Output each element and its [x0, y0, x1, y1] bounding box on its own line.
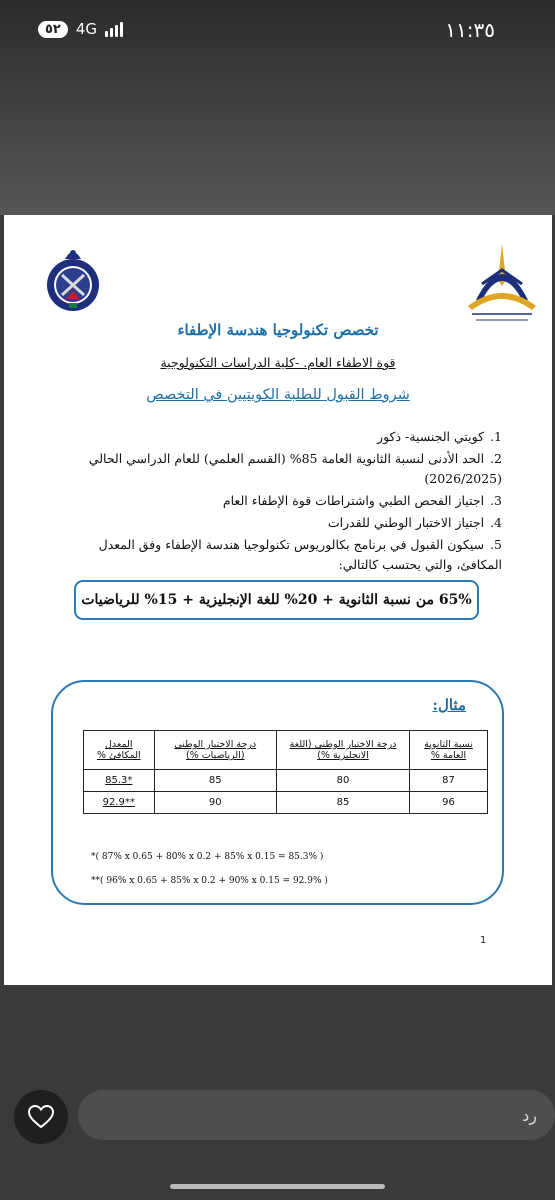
table-cell: 90 [154, 792, 276, 814]
table-cell: *85.3 [84, 770, 155, 792]
list-item: 1.كويتي الجنسية- ذكور [377, 429, 502, 444]
status-bar [0, 0, 555, 64]
document-page [4, 215, 552, 985]
status-indicators [38, 20, 123, 38]
table-cell: 85 [276, 792, 409, 814]
example-label: مثال: [432, 696, 466, 714]
table-cell: **92.9 [84, 792, 155, 814]
home-indicator[interactable] [170, 1184, 385, 1189]
list-item: 3.اجتياز الفحص الطبي واشتراطات قوة الإطفاء العام [222, 493, 502, 508]
page-number: 1 [480, 935, 487, 946]
reply-input[interactable] [78, 1090, 555, 1140]
reply-bar [0, 1070, 555, 1170]
calculation-note: **( 96% x 0.65 + 85% x 0.2 + 90% x 0.15 = 92.9% ) [91, 876, 328, 886]
table-cell: 85 [154, 770, 276, 792]
table-cell: 87 [410, 770, 488, 792]
table-row [84, 792, 488, 814]
status-time: ١١:٣٥ [445, 18, 495, 42]
network-type: 4G [75, 20, 98, 38]
table-cell: 80 [276, 770, 409, 792]
table-header-row [84, 731, 488, 770]
column-header: درجة الاختبار الوطني (اللغة الانجليزية %) [276, 731, 409, 770]
battery-indicator: ٥٢ [38, 21, 68, 38]
list-item: 2.الحد الأدنى لنسبة الثانوية العامة 85% (القسم العلمي) للعام الدراسي الحالي (2026/2025) [88, 451, 502, 486]
table-row [84, 770, 488, 792]
example-table [83, 730, 488, 814]
college-logo [462, 240, 542, 330]
column-header: نسبة الثانوية العامة % [410, 731, 488, 770]
calculation-note: *( 87% x 0.65 + 80% x 0.2 + 85% x 0.15 = 85.3% ) [91, 852, 324, 862]
list-item: 4.اجتياز الاختبار الوطني للقدرات [327, 515, 502, 530]
list-item: 5.سيكون القبول في برنامج بكالوريوس تكنولوجيا هندسة الإطفاء وفق المعدل المكافئ، والتي يحتسب كالتالي: [98, 537, 502, 572]
equivalent-rate-formula: 65% من نسبة الثانوية + 20% للغة الإنجليزية + 15% للرياضيات [74, 580, 479, 620]
example-card [51, 680, 504, 905]
column-header: درجة الاختبار الوطني (الرياضيات %) [154, 731, 276, 770]
signal-icon [105, 22, 123, 37]
like-button[interactable] [14, 1090, 68, 1144]
table-cell: 96 [410, 792, 488, 814]
document-title: تخصص تكنولوجيا هندسة الإطفاء [177, 321, 379, 339]
document-subtitle: قوة الاطفاء العام. -كلية الدراسات التكنولوجية [160, 355, 396, 370]
column-header: المعدل المكافئ % [84, 731, 155, 770]
fire-force-emblem [44, 243, 102, 315]
admission-heading: شروط القبول للطلبة الكويتيين في التخصص [146, 387, 410, 403]
conditions-list [59, 427, 502, 577]
heart-icon [28, 1105, 54, 1129]
